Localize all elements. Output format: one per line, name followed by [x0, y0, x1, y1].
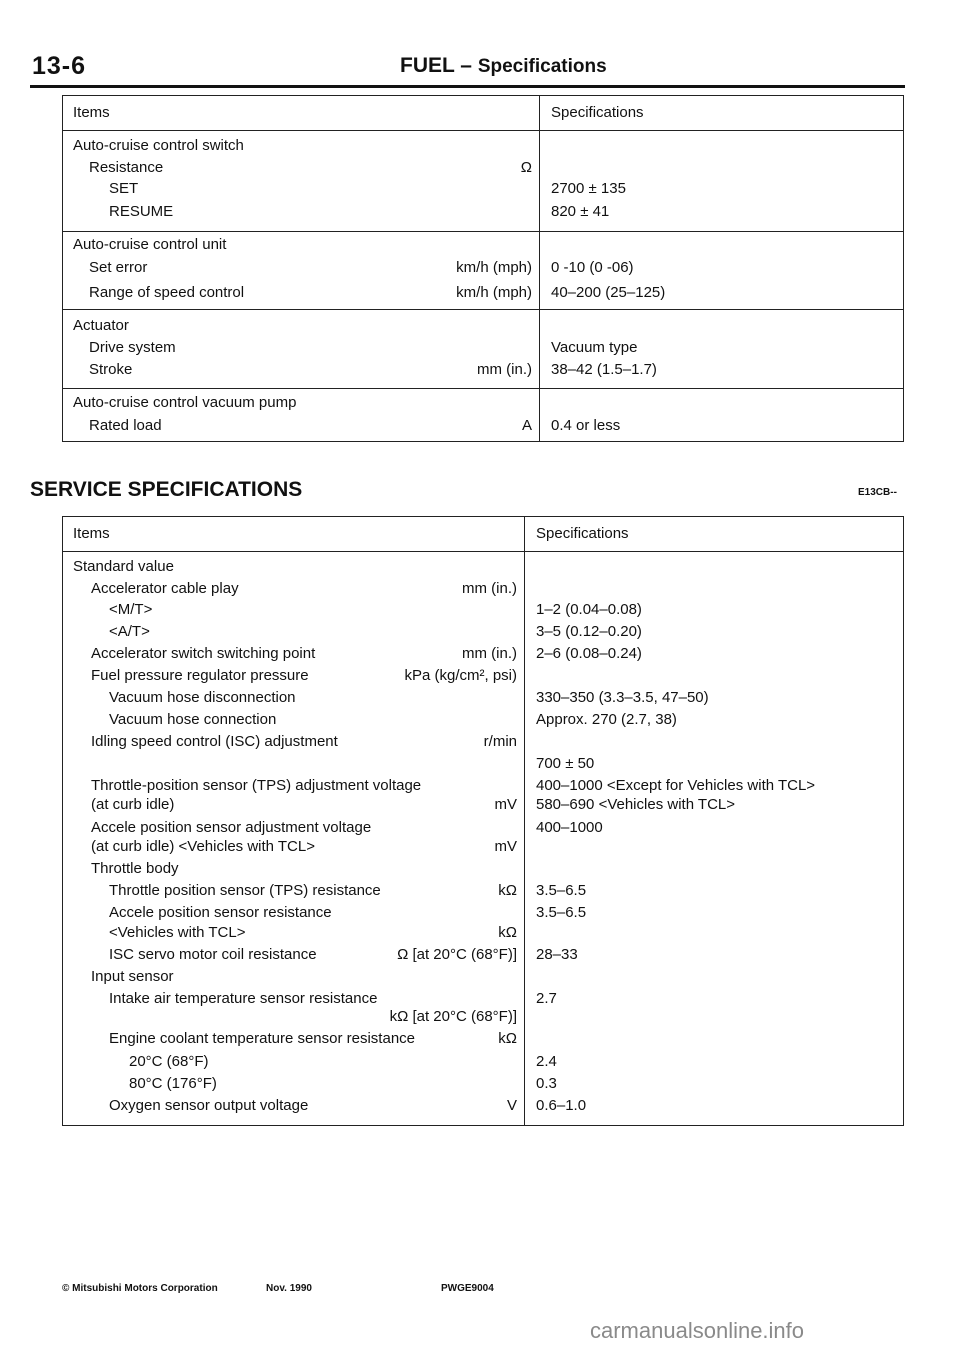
row-value: 580–690 <Vehicles with TCL> [536, 796, 736, 813]
row-value: 2.4 [536, 1053, 557, 1070]
row-unit: Ω [at 20°C (68°F)] [397, 946, 517, 963]
row-label: Idling speed control (ISC) adjustment [91, 733, 338, 750]
specifications-table [62, 95, 904, 442]
row-unit: mm (in.) [477, 361, 532, 378]
row-value: 0.6–1.0 [536, 1097, 587, 1114]
row-label: Oxygen sensor output voltage [109, 1097, 309, 1114]
row-label: (at curb idle) <Vehicles with TCL> [91, 838, 315, 855]
row-value: 28–33 [536, 946, 578, 963]
row-value: 38–42 (1.5–1.7) [551, 361, 657, 378]
row-divider [63, 551, 903, 552]
group-title: Auto-cruise control vacuum pump [73, 394, 297, 411]
page-number: 13-6 [32, 52, 87, 80]
row-value: Approx. 270 (2.7, 38) [536, 711, 677, 728]
row-unit: kΩ [498, 924, 517, 941]
column-header-specifications: Specifications [551, 104, 644, 121]
row-label: Accelerator switch switching point [91, 645, 316, 662]
row-label: Fuel pressure regulator pressure [91, 667, 309, 684]
row-label: Vacuum hose connection [109, 711, 277, 728]
row-value: 700 ± 50 [536, 755, 595, 772]
row-unit: r/min [483, 733, 517, 750]
watermark: carmanualsonline.info [590, 1318, 805, 1343]
row-label: RESUME [109, 203, 174, 220]
row-label: <Vehicles with TCL> [109, 924, 246, 941]
row-label: Accele position sensor resistance [109, 904, 332, 921]
row-label: 20°C (68°F) [129, 1053, 209, 1070]
section-name: FUEL [400, 54, 455, 77]
header-rule [30, 85, 905, 88]
row-label: Stroke [89, 361, 133, 378]
footer-code: PWGE9004 [441, 1283, 494, 1294]
group-title: Actuator [73, 317, 129, 334]
row-label: <A/T> [109, 623, 150, 640]
row-value: 0.3 [536, 1075, 557, 1092]
column-divider [539, 96, 540, 441]
row-label: Input sensor [91, 968, 174, 985]
row-label: Throttle position sensor (TPS) resistance [109, 882, 381, 899]
column-divider [524, 517, 525, 1125]
row-label: Accelerator cable play [91, 580, 239, 597]
row-unit: A [521, 417, 532, 434]
column-header-items: Items [73, 525, 110, 542]
row-label: Throttle-position sensor (TPS) adjustment voltage [91, 777, 422, 794]
group-title: Auto-cruise control unit [73, 236, 227, 253]
row-label: Engine coolant temperature sensor resistance [109, 1030, 416, 1047]
row-label: Accele position sensor adjustment voltage [91, 819, 372, 836]
row-value: 0 -10 (0 -06) [551, 259, 634, 276]
row-label: ISC servo motor coil resistance [109, 946, 317, 963]
column-header-items: Items [73, 104, 110, 121]
row-value: 1–2 (0.04–0.08) [536, 601, 642, 618]
row-label: Standard value [73, 558, 174, 575]
row-divider [63, 388, 903, 389]
group-title: Auto-cruise control switch [73, 137, 244, 154]
row-divider [63, 309, 903, 310]
page-title [400, 54, 607, 78]
row-value: 3–5 (0.12–0.20) [536, 623, 642, 640]
row-divider [63, 231, 903, 232]
row-value: 2700 ± 135 [551, 180, 626, 197]
row-value: 2–6 (0.08–0.24) [536, 645, 642, 662]
row-label: Range of speed control [89, 284, 245, 301]
row-value: 400–1000 <Except for Vehicles with TCL> [536, 777, 816, 794]
row-divider [63, 130, 903, 131]
row-label: Rated load [89, 417, 162, 434]
row-unit: kΩ [498, 882, 517, 899]
row-value: 40–200 (25–125) [551, 284, 666, 301]
row-value: 0.4 or less [551, 417, 621, 434]
row-label: 80°C (176°F) [129, 1075, 217, 1092]
row-unit: mm (in.) [462, 645, 517, 662]
row-label: <M/T> [109, 601, 153, 618]
row-unit: mV [494, 838, 517, 855]
row-value: Vacuum type [551, 339, 638, 356]
row-label: Resistance [89, 159, 164, 176]
row-value: 3.5–6.5 [536, 882, 587, 899]
service-specifications-table [62, 516, 904, 1126]
row-label: SET [109, 180, 139, 197]
row-label: Vacuum hose disconnection [109, 689, 296, 706]
row-label: Intake air temperature sensor resistance [109, 990, 378, 1007]
footer-copyright: © Mitsubishi Motors Corporation [62, 1283, 218, 1294]
row-value: 820 ± 41 [551, 203, 610, 220]
row-label: Throttle body [91, 860, 179, 877]
page-header [30, 52, 905, 86]
row-unit: kΩ [at 20°C (68°F)] [389, 1008, 517, 1025]
section-heading: SERVICE SPECIFICATIONS [30, 478, 303, 501]
column-header-specifications: Specifications [536, 525, 629, 542]
row-label: Drive system [89, 339, 176, 356]
row-unit: km/h (mph) [456, 284, 532, 301]
footer-date: Nov. 1990 [266, 1283, 312, 1294]
row-label: (at curb idle) [91, 796, 175, 813]
row-label: Set error [89, 259, 148, 276]
row-unit: kPa (kg/cm², psi) [404, 667, 517, 684]
row-unit: Ω [520, 159, 532, 176]
row-value: 400–1000 [536, 819, 603, 836]
row-unit: mm (in.) [462, 580, 517, 597]
row-unit: V [506, 1097, 517, 1114]
row-unit: kΩ [498, 1030, 517, 1047]
title-dash: – [460, 54, 472, 77]
row-unit: km/h (mph) [456, 259, 532, 276]
row-value: 3.5–6.5 [536, 904, 587, 921]
row-unit: mV [494, 796, 517, 813]
section-code: E13CB-- [858, 487, 897, 498]
subsection-name: Specifications [477, 56, 607, 77]
row-value: 2.7 [536, 990, 557, 1007]
row-value: 330–350 (3.3–3.5, 47–50) [536, 689, 709, 706]
